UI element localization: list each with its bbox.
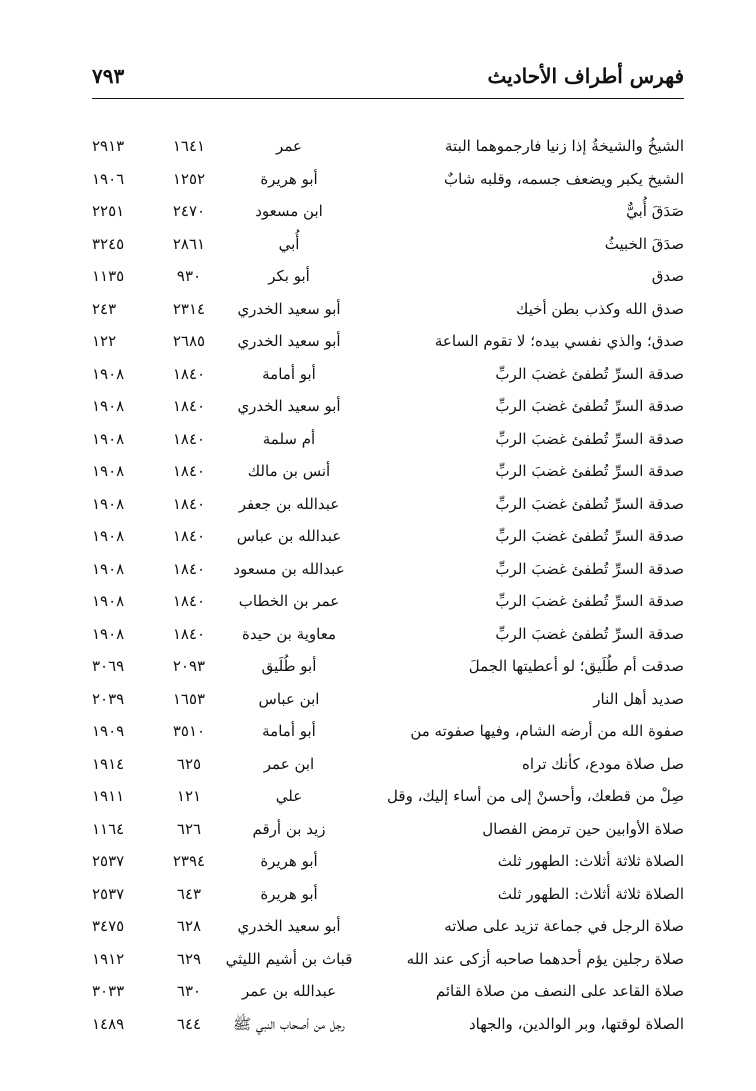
index-row	[92, 585, 684, 618]
index-row	[92, 780, 684, 813]
reference-number: ٣٢٤٥	[92, 234, 125, 253]
reference-number: ١٤٨٩	[92, 1014, 125, 1033]
narrator-name: عبدالله بن جعفر	[238, 494, 340, 513]
index-row	[92, 845, 684, 878]
index-row	[92, 293, 684, 326]
reference-number: ٢٥٣٧	[92, 852, 125, 870]
reference-number: ٣٤٧٥	[92, 917, 125, 935]
hadith-text: صل صلاة مودع، كأنك تراه	[522, 754, 684, 773]
narrator-name: عبدالله بن عباس	[236, 527, 342, 545]
narrator-name: علي	[275, 787, 303, 805]
hadith-text: صدقة السرِّ تُطفئ غضبَ الربِّ	[495, 624, 684, 643]
narrator-name: عمر	[276, 137, 302, 155]
hadith-text: صدق	[651, 267, 684, 285]
hadith-number: ٢٣٩٤	[172, 852, 206, 870]
hadith-number: ٦٤٣	[176, 884, 202, 903]
index-row	[92, 878, 684, 911]
hadith-number: ٢٣١٤	[172, 299, 206, 318]
narrator-name: أبو أمامة	[262, 364, 316, 383]
hadith-text: صدقة السرِّ تُطفئ غضبَ الربِّ	[495, 494, 684, 513]
reference-number: ١٩٠٨	[92, 624, 125, 643]
reference-number: ٢٩١٣	[92, 137, 125, 155]
hadith-number: ١٨٤٠	[172, 559, 206, 578]
hadith-number: ١٢١	[176, 787, 202, 805]
index-row	[92, 520, 684, 553]
index-row	[92, 910, 684, 943]
narrator-name: أبو هريرة	[260, 852, 318, 870]
narrator-name: عبدالله بن عمر	[241, 982, 337, 1000]
narrator-name: أبو أمامة	[262, 722, 316, 740]
index-row	[92, 553, 684, 586]
narrator-name: أبو هريرة	[260, 884, 318, 903]
hadith-text: صدق؛ والذي نفسي بيده؛ لا تقوم الساعة	[434, 332, 684, 350]
reference-number: ٣٠٦٩	[92, 657, 125, 675]
hadith-text: الصلاة ثلاثة أثلاث: الطهور ثلث	[497, 852, 684, 870]
reference-number: ١٢٢	[92, 332, 117, 350]
narrator-name: أبو سعيد الخدري	[237, 397, 341, 415]
index-row	[92, 455, 684, 488]
narrator-name: أبو سعيد الخدري	[237, 299, 341, 318]
narrator-name: أبو سعيد الخدري	[237, 332, 341, 350]
index-row	[92, 813, 684, 846]
hadith-text: صلاة الرجل في جماعة تزيد على صلاته	[444, 917, 684, 935]
hadith-number: ١٦٥٣	[172, 689, 206, 708]
hadith-text: صدق الله وكذب بطن أخيك	[516, 299, 684, 318]
hadith-text: الصلاة ثلاثة أثلاث: الطهور ثلث	[497, 884, 684, 903]
hadith-number: ٦٣٠	[176, 982, 202, 1000]
reference-number: ١٩٠٨	[92, 429, 125, 448]
hadith-text: صلاة القاعد على النصف من صلاة القائم	[435, 982, 684, 1000]
index-row	[92, 650, 684, 683]
hadith-number: ١٨٤٠	[172, 527, 206, 545]
hadith-number: ٢٤٧٠	[172, 202, 206, 220]
hadith-number: ٦٢٨	[176, 917, 202, 935]
hadith-text: صدقة السرِّ تُطفئ غضبَ الربِّ	[495, 592, 684, 610]
narrator-name: ابن مسعود	[255, 202, 323, 220]
index-row	[92, 163, 684, 196]
reference-number: ١١٦٤	[92, 819, 125, 838]
narrator-name: أبو سعيد الخدري	[237, 917, 341, 935]
hadith-number: ١٨٤٠	[172, 494, 206, 513]
reference-number: ١٩٠٨	[92, 397, 125, 415]
index-row	[92, 423, 684, 456]
narrator-name: أبو هريرة	[260, 169, 318, 188]
reference-number: ١٩٠٨	[92, 364, 125, 383]
index-row	[92, 195, 684, 228]
reference-number: ١٩١٢	[92, 949, 125, 968]
hadith-number: ٢٦٨٥	[172, 332, 206, 350]
narrator-name: قباث بن أشيم الليثي	[225, 949, 353, 968]
hadith-text: صديد أهل النار	[593, 689, 684, 708]
hadith-text: صدقة السرِّ تُطفئ غضبَ الربِّ	[495, 397, 684, 415]
hadith-number: ٩٣٠	[176, 267, 202, 285]
index-row	[92, 390, 684, 423]
reference-number: ١٩١٤	[92, 754, 125, 773]
hadith-number: ١٨٤٠	[172, 462, 206, 480]
hadith-number: ٢٨٦١	[172, 234, 206, 253]
reference-number: ٢٥٣٧	[92, 884, 125, 903]
index-row	[92, 130, 684, 163]
index-row	[92, 943, 684, 976]
hadith-number: ٦٢٥	[176, 754, 202, 773]
hadith-text: صدقة السرِّ تُطفئ غضبَ الربِّ	[495, 364, 684, 383]
hadith-text: صدقة السرِّ تُطفئ غضبَ الربِّ	[495, 462, 684, 480]
hadith-number: ٦٢٦	[176, 819, 202, 838]
narrator-name: زيد بن أرقم	[252, 819, 326, 838]
header-divider	[92, 98, 684, 99]
reference-number: ١٩١١	[92, 787, 125, 805]
hadith-text: صلاة الأوابين حين ترمض الفصال	[482, 819, 684, 838]
hadith-number: ١٨٤٠	[172, 397, 206, 415]
reference-number: ٣٠٣٣	[92, 982, 125, 1000]
reference-number: ١٩٠٨	[92, 494, 125, 513]
hadith-number: ١٦٤١	[172, 137, 206, 155]
reference-number: ١٩٠٩	[92, 722, 125, 740]
reference-number: ٢٠٣٩	[92, 689, 125, 708]
hadith-text: الشيخُ والشيخةُ إذا زنيا فارجموهما البتة	[445, 137, 684, 155]
index-row	[92, 358, 684, 391]
narrator-name: عبدالله بن مسعود	[233, 559, 345, 578]
reference-number: ١٩٠٨	[92, 527, 125, 545]
hadith-number: ٢٠٩٣	[172, 657, 206, 675]
hadith-number: ١٨٤٠	[172, 592, 206, 610]
hadith-text: صدقة السرِّ تُطفئ غضبَ الربِّ	[495, 527, 684, 545]
hadith-text: صدقة السرِّ تُطفئ غضبَ الربِّ	[495, 429, 684, 448]
hadith-number: ١٢٥٢	[172, 169, 206, 188]
hadith-number: ٦٤٤	[176, 1014, 202, 1033]
narrator-name: عمر بن الخطاب	[238, 592, 340, 610]
reference-number: ١٩٠٨	[92, 559, 125, 578]
hadith-text: الصلاة لوقتها، وبر الوالدين، والجهاد	[468, 1014, 684, 1033]
narrator-name: رجل من أصحاب النبي ﷺ	[233, 1014, 345, 1033]
hadith-text: صدقت أم طُلَيق؛ لو أعطيتها الجملَ	[468, 657, 684, 675]
narrator-name: ابن عباس	[258, 689, 320, 708]
index-row	[92, 618, 684, 651]
hadith-number: ١٨٤٠	[172, 364, 206, 383]
hadith-text: الشيخ يكبر ويضعف جسمه، وقلبه شابٌ	[443, 169, 684, 188]
index-row	[92, 715, 684, 748]
index-row	[92, 748, 684, 781]
index-row	[92, 1008, 684, 1041]
hadith-number: ١٨٤٠	[172, 429, 206, 448]
narrator-name: أنس بن مالك	[247, 462, 331, 480]
index-row	[92, 975, 684, 1008]
index-row	[92, 488, 684, 521]
hadith-text: صلاة رجلين يؤم أحدهما صاحبه أزكى عند الله	[406, 949, 684, 968]
narrator-name: ابن عمر	[263, 754, 315, 773]
index-row	[92, 260, 684, 293]
hadith-index-list	[92, 130, 684, 1040]
narrator-name: معاوية بن حيدة	[242, 624, 336, 643]
hadith-text: صدقة السرِّ تُطفئ غضبَ الربِّ	[495, 559, 684, 578]
index-row	[92, 228, 684, 261]
reference-number: ٢٢٥١	[92, 202, 125, 220]
reference-number: ١٩٠٨	[92, 592, 125, 610]
narrator-name: أُبي	[278, 234, 300, 253]
reference-number: ١٩٠٦	[92, 169, 125, 188]
hadith-number: ٣٥١٠	[172, 722, 206, 740]
index-row	[92, 325, 684, 358]
narrator-name: أبو طُلَيق	[261, 657, 317, 675]
page-header	[92, 62, 684, 96]
hadith-number: ٦٢٩	[176, 949, 202, 968]
hadith-text: صَدَقَ أُبيٌّ	[626, 202, 684, 220]
reference-number: ١١٣٥	[92, 267, 125, 285]
reference-number: ٢٤٣	[92, 299, 117, 318]
hadith-text: صدَقَ الخبيثُ	[604, 234, 684, 253]
hadith-text: صفوة الله من أرضه الشام، وفيها صفوته من	[410, 722, 684, 740]
narrator-name: أم سلمة	[262, 429, 316, 448]
hadith-text: صِلْ من قطعك، وأحسنْ إلى من أساء إليك، وقل	[387, 787, 684, 805]
page-title: فهرس أطراف الأحاديث	[487, 64, 684, 88]
index-row	[92, 683, 684, 716]
narrator-name: أبو بكر	[268, 267, 310, 285]
reference-number: ١٩٠٨	[92, 462, 125, 480]
hadith-number: ١٨٤٠	[172, 624, 206, 643]
page-number: ٧٩٣	[92, 64, 125, 88]
